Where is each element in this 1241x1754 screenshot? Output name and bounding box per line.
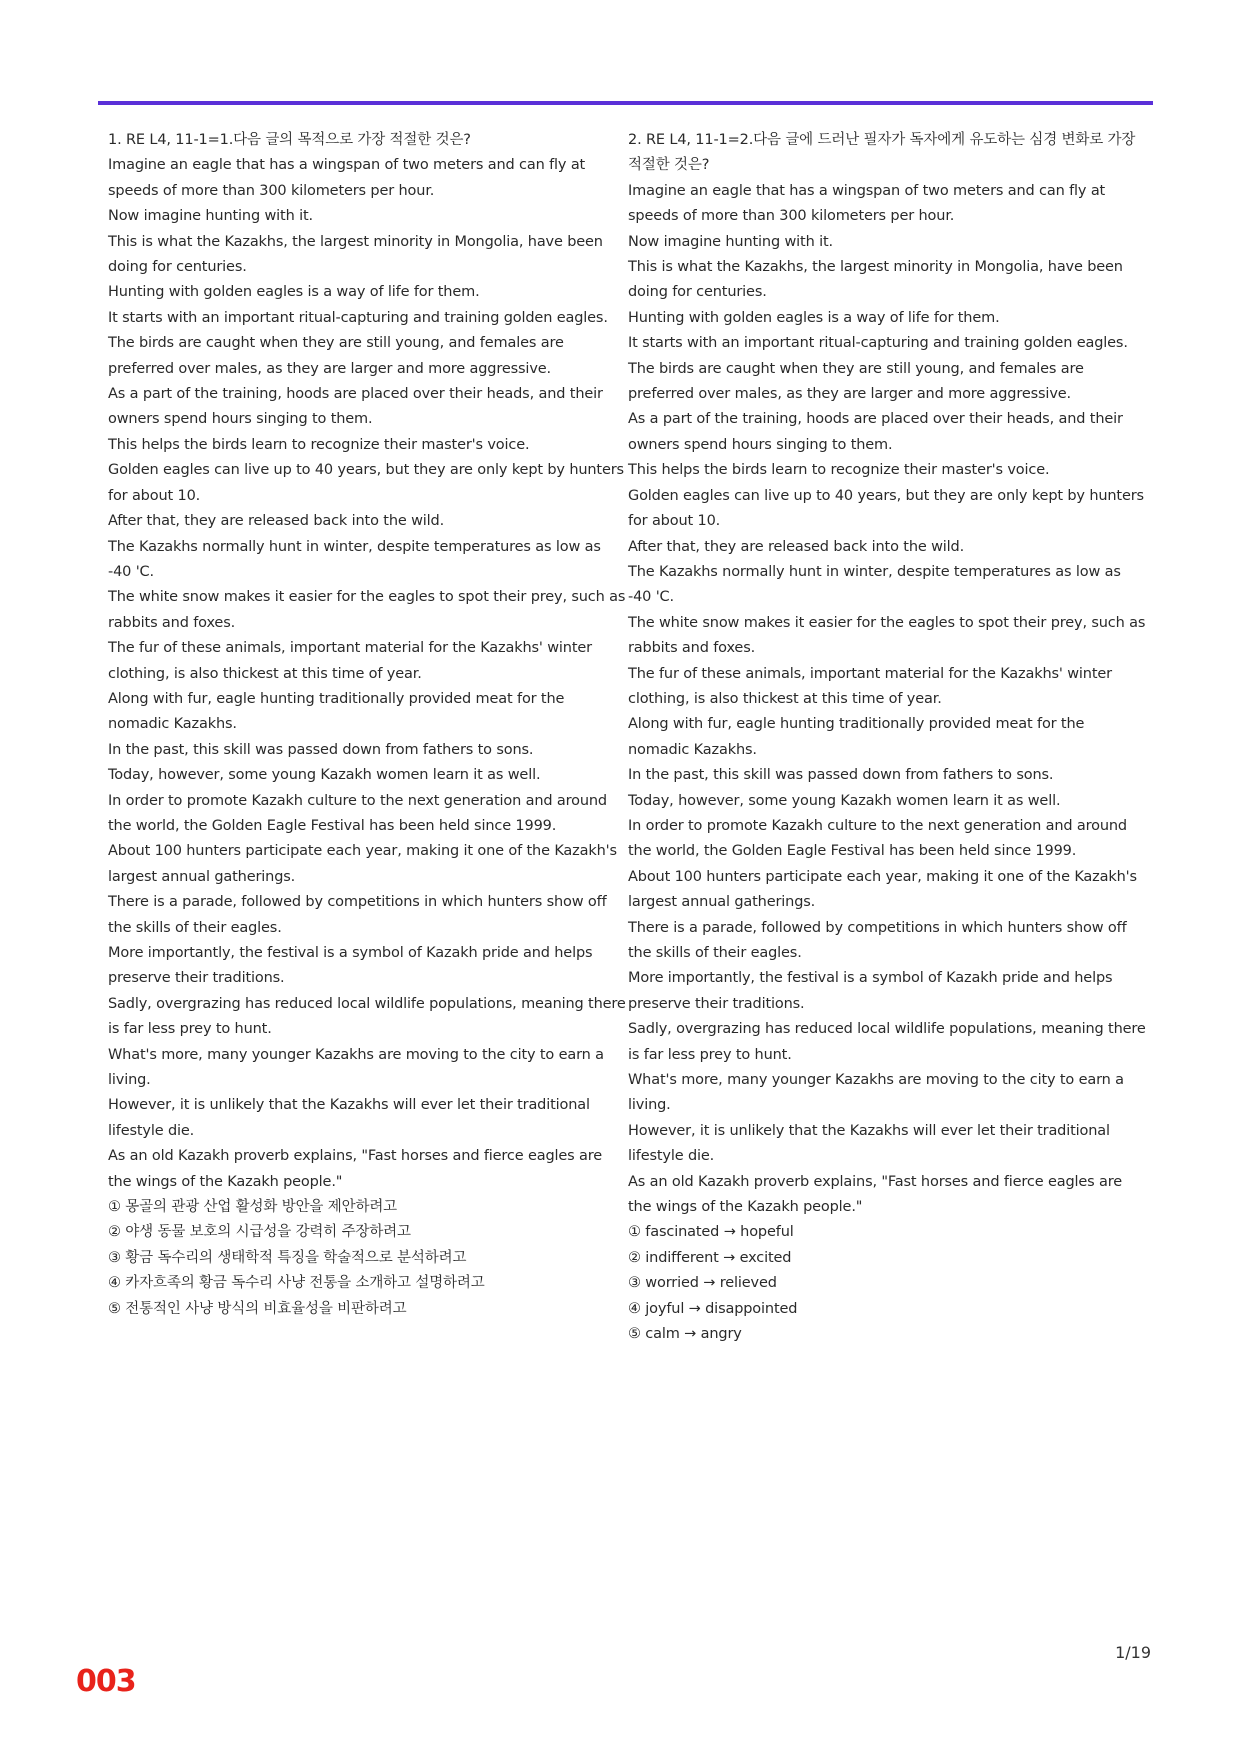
passage-line: In order to promote Kazakh culture to the next generation and around the world, the Golden Eagle Festival has been held since 1999. [108, 792, 607, 834]
question-1-header: 1. RE L4, 11-1=1.다음 글의 목적으로 가장 적절한 것은? [108, 132, 471, 148]
passage-line: In the past, this skill was passed down from fathers to sons. [108, 741, 534, 758]
passage-line: About 100 hunters participate each year, making it one of the Kazakh's largest annual gatherings. [108, 843, 617, 885]
passage-line: This helps the birds learn to recognize their master's voice. [628, 462, 1050, 479]
passage-line: This is what the Kazakhs, the largest minority in Mongolia, have been doing for centuries. [628, 259, 1123, 301]
passage-line: What's more, many younger Kazakhs are moving to the city to earn a living. [108, 1046, 604, 1089]
passage-line: What's more, many younger Kazakhs are moving to the city to earn a living. [628, 1072, 1124, 1114]
answer-option[interactable]: ③ worried → relieved [628, 1275, 777, 1292]
document-code: 003 [76, 1664, 136, 1699]
top-divider [98, 101, 1153, 105]
passage-line: The white snow makes it easier for the eagles to spot their prey, such as rabbits and foxes. [628, 614, 1146, 657]
answer-option[interactable]: ② 야생 동물 보호의 시급성을 강력히 주장하려고 [108, 1224, 411, 1241]
passage-line: In order to promote Kazakh culture to the next generation and around the world, the Golden Eagle Festival has been held since 1999. [628, 817, 1127, 860]
question-1 [108, 128, 628, 1322]
passage-line: Sadly, overgrazing has reduced local wildlife populations, meaning there is far less prey to hunt. [628, 1021, 1146, 1063]
answer-option[interactable]: ① fascinated → hopeful [628, 1224, 794, 1241]
answer-option[interactable]: ⑤ 전통적인 사냥 방식의 비효율성을 비판하려고 [108, 1300, 407, 1317]
passage-line: However, it is unlikely that the Kazakhs will ever let their traditional lifestyle die. [108, 1097, 590, 1139]
answer-option[interactable]: ③ 황금 독수리의 생태학적 특징을 학술적으로 분석하려고 [108, 1249, 467, 1266]
answer-option[interactable]: ① 몽골의 관광 산업 활성화 방안을 제안하려고 [108, 1199, 398, 1216]
passage-line: About 100 hunters participate each year, making it one of the Kazakh's largest annual gatherings. [628, 868, 1137, 911]
passage-line: More importantly, the festival is a symbol of Kazakh pride and helps preserve their traditions. [628, 970, 1113, 1012]
passage-line: This is what the Kazakhs, the largest minority in Mongolia, have been doing for centuries. [108, 233, 603, 276]
passage-line: Along with fur, eagle hunting traditionally provided meat for the nomadic Kazakhs. [628, 716, 1085, 758]
passage-line: Along with fur, eagle hunting traditionally provided meat for the nomadic Kazakhs. [108, 690, 565, 733]
passage-line: The birds are caught when they are still young, and females are preferred over males, as they are larger and more aggressive. [108, 335, 564, 377]
answer-option[interactable]: ④ joyful → disappointed [628, 1300, 798, 1317]
answer-option[interactable]: ④ 카자흐족의 황금 독수리 사냥 전통을 소개하고 설명하려고 [108, 1275, 485, 1292]
passage-line: Now imagine hunting with it. [108, 208, 313, 225]
passage-line: After that, they are released back into the wild. [628, 538, 965, 555]
passage-line: Imagine an eagle that has a wingspan of two meters and can fly at speeds of more than 300 kilometers per hour. [628, 182, 1106, 225]
passage-line: More importantly, the festival is a symbol of Kazakh pride and helps preserve their traditions. [108, 945, 593, 987]
passage-line: After that, they are released back into the wild. [108, 513, 445, 530]
passage-line: However, it is unlikely that the Kazakhs will ever let their traditional lifestyle die. [628, 1122, 1110, 1165]
passage-line: Golden eagles can live up to 40 years, but they are only kept by hunters for about 10. [108, 462, 624, 504]
question-2 [628, 128, 1148, 1348]
passage-line: As a part of the training, hoods are placed over their heads, and their owners spend hours singing to them. [628, 411, 1123, 453]
passage-line: It starts with an important ritual-capturing and training golden eagles. [108, 309, 608, 326]
passage-line: The fur of these animals, important material for the Kazakhs' winter clothing, is also thickest at this time of year. [108, 640, 592, 682]
passage-line: Sadly, overgrazing has reduced local wildlife populations, meaning there is far less prey to hunt. [108, 995, 626, 1038]
page-number: 1/19 [1115, 1643, 1151, 1662]
passage-line: This helps the birds learn to recognize their master's voice. [108, 436, 530, 453]
answer-option[interactable]: ② indifferent → excited [628, 1249, 792, 1266]
passage-line: There is a parade, followed by competitions in which hunters show off the skills of their eagles. [108, 894, 607, 936]
passage-line: There is a parade, followed by competitions in which hunters show off the skills of their eagles. [628, 919, 1127, 961]
passage-line: As an old Kazakh proverb explains, "Fast horses and fierce eagles are the wings of the Kazakh people." [108, 1148, 603, 1190]
passage-line: The fur of these animals, important material for the Kazakhs' winter clothing, is also thickest at this time of year. [628, 665, 1112, 707]
passage-line: As a part of the training, hoods are placed over their heads, and their owners spend hours singing to them. [108, 386, 603, 428]
answer-options [628, 1220, 1148, 1347]
passage-line: Golden eagles can live up to 40 years, but they are only kept by hunters for about 10. [628, 487, 1144, 530]
passage-line: It starts with an important ritual-capturing and training golden eagles. [628, 335, 1128, 352]
passage-line: As an old Kazakh proverb explains, "Fast horses and fierce eagles are the wings of the Kazakh people." [628, 1173, 1123, 1216]
answer-option[interactable]: ⑤ calm → angry [628, 1326, 742, 1343]
passage-line: Imagine an eagle that has a wingspan of two meters and can fly at speeds of more than 300 kilometers per hour. [108, 157, 586, 199]
passage-line: Hunting with golden eagles is a way of life for them. [628, 309, 1000, 326]
passage-line: Now imagine hunting with it. [628, 233, 833, 250]
answer-options [108, 1195, 628, 1322]
passage-line: The Kazakhs normally hunt in winter, despite temperatures as low as -40 'C. [108, 538, 601, 580]
passage-line: Today, however, some young Kazakh women learn it as well. [108, 767, 541, 784]
question-2-header: 2. RE L4, 11-1=2.다음 글에 드러난 필자가 독자에게 유도하는 심경 변화로 가장 적절한 것은? [628, 132, 1136, 174]
passage-line: The birds are caught when they are still young, and females are preferred over males, as they are larger and more aggressive. [628, 360, 1084, 403]
passage-line: The Kazakhs normally hunt in winter, despite temperatures as low as -40 'C. [628, 563, 1121, 606]
passage-line: The white snow makes it easier for the eagles to spot their prey, such as rabbits and foxes. [108, 589, 626, 631]
passage-line: In the past, this skill was passed down from fathers to sons. [628, 767, 1054, 784]
passage-line: Today, however, some young Kazakh women learn it as well. [628, 792, 1061, 809]
passage-line: Hunting with golden eagles is a way of life for them. [108, 284, 480, 301]
